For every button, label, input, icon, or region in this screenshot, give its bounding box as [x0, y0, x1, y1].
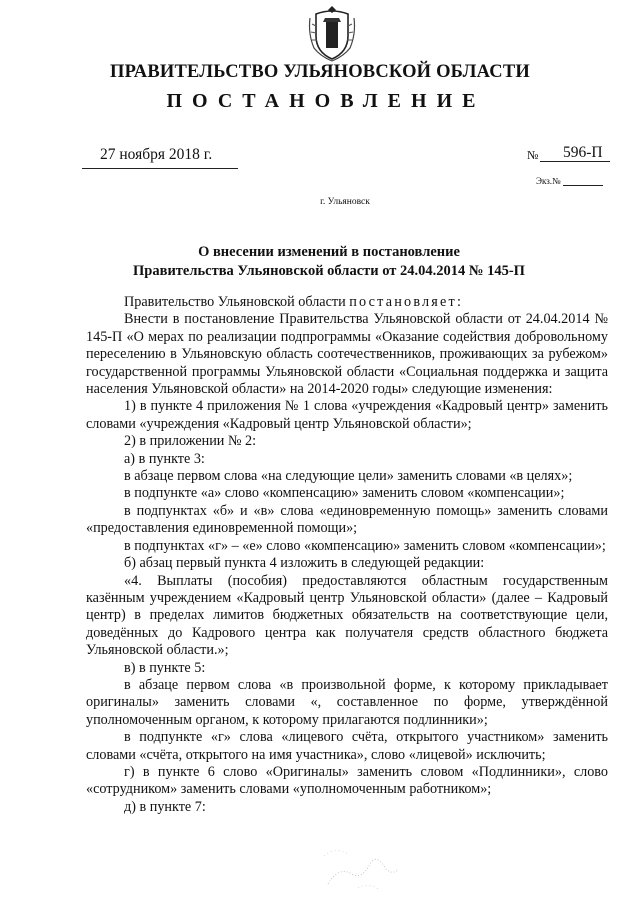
paragraph: г) в пункте 6 слово «Оригиналы» заменить словом «Подлинники», слово «сотрудником» заменить словами «уполномоченным работником»; [86, 763, 608, 798]
document-title [0, 243, 640, 281]
paragraph: в подпункте «а» слово «компенсацию» заменить словом «компенсации»; [124, 485, 565, 502]
organization-name: ПРАВИТЕЛЬСТВО УЛЬЯНОВСКОЙ ОБЛАСТИ [110, 62, 530, 82]
paragraph: в) в пункте 5: [124, 659, 206, 676]
intro-colon: : [456, 294, 461, 310]
document-type: ПОСТАНОВЛЕНИЕ [166, 90, 486, 112]
city: г. Ульяновск [320, 197, 370, 207]
document-date: 27 ноября 2018 г. [100, 146, 213, 163]
intro-text: Правительство Ульяновской области [124, 294, 350, 310]
paragraph: в абзаце первом слова «на следующие цели» заменить словами «в целях»; [124, 468, 573, 485]
paragraph: в подпункте «г» слова «лицевого счёта, открытого участником» заменить словами «счёта, открытого на имя участника», слово «лицевой» исключить; [86, 729, 608, 763]
paragraph: в подпунктах «б» и «в» слова «единовременную помощь» заменить словами «предоставления единовременной помощи»; [86, 502, 608, 537]
number-prefix: № [527, 148, 539, 162]
paragraph: в подпунктах «г» – «е» слово «компенсацию» заменить словом «компенсации»; [124, 537, 606, 554]
paragraph: 2) в приложении № 2: [124, 433, 257, 450]
paragraph: а) в пункте 3: [124, 450, 205, 467]
title-line-2: Правительства Ульяновской области от 24.04.2014 № 145-П [133, 263, 525, 279]
intro-verb: постановляет [349, 294, 457, 310]
paragraph: д) в пункте 7: [124, 798, 206, 815]
signature-scribble [318, 836, 408, 896]
copy-number-label: Экз.№ [536, 176, 561, 186]
paragraph: 1) в пункте 4 приложения № 1 слова «учреждения «Кадровый центр» заменить словами «учреждения «Кадровый центр Ульяновской области»; [86, 398, 608, 432]
document-number: 596-П [563, 144, 603, 161]
copy-number-underline [563, 185, 603, 186]
paragraph: б) абзац первый пункта 4 изложить в следующей редакции: [124, 555, 485, 572]
paragraph: Внести в постановление Правительства Ульяновской области от 24.04.2014 № 145-П «О мерах по реализации подпрограммы «Оказание содействия добровольному переселению в Ульяновскую область соотечественников, проживающих за рубежом» государственной программы Ульяновской области «Социальная поддержка и защита населения Ульяновской области» на 2014-2020 годы» следующие изменения: [86, 311, 608, 398]
intro-paragraph [86, 294, 608, 311]
coat-of-arms-emblem [306, 4, 358, 62]
paragraph: в абзаце первом слова «в произвольной форме, к которому прикладывает оригиналы» заменить словами «, составленное по форме, утверждённой уполномоченным органом, к которому прилагаются подлинники»; [86, 676, 608, 728]
paragraph: «4. Выплаты (пособия) предоставляются областным государственным казённым учреждением «Кадровый центр Ульяновской области» (далее – Кадровый центр) в пределах лимитов бюджетных обязательств на соответствующие цели, доведённых до Кадрового центра как получателя средств областного бюджета Ульяновской области.»; [86, 572, 608, 659]
date-underline [82, 168, 238, 169]
document-body [86, 294, 608, 816]
title-line-1: О внесении изменений в постановление [198, 244, 460, 260]
